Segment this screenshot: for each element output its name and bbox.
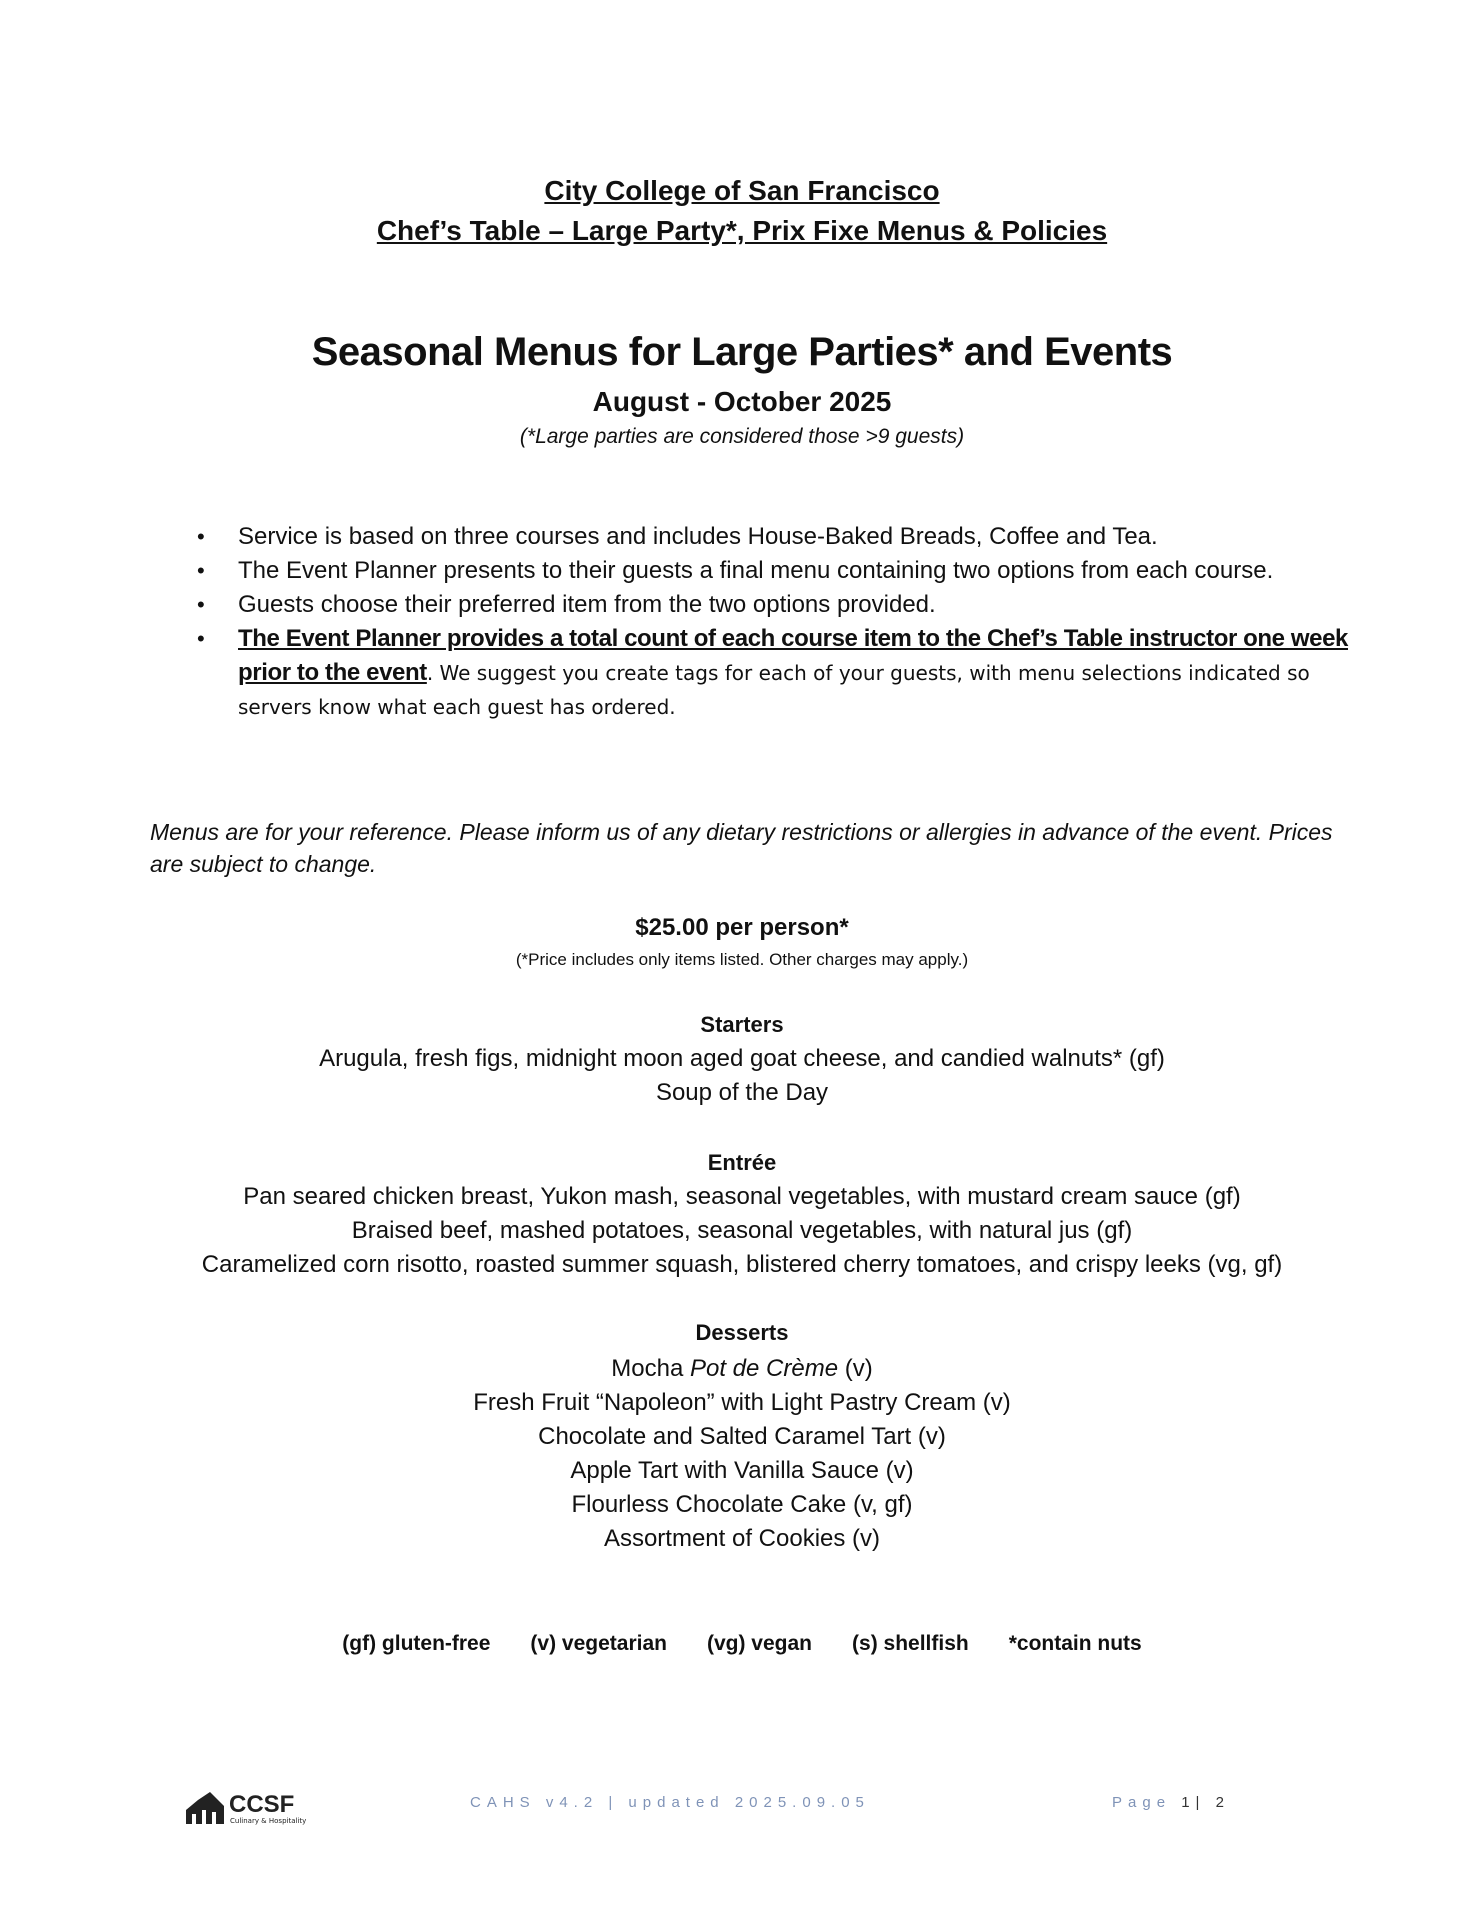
menu-item: Chocolate and Salted Caramel Tart (v) — [538, 1423, 946, 1450]
price-note: (*Price includes only items listed. Other charges may apply.) — [515, 950, 969, 969]
page-number: Page 1| 2 — [1112, 1794, 1230, 1811]
menu-item: Arugula, fresh figs, midnight moon aged goat cheese, and candied walnuts* (gf) — [319, 1045, 1165, 1072]
menu-item: Flourless Chocolate Cake (v, gf) — [571, 1491, 913, 1518]
bullet-icon: • — [197, 626, 205, 651]
ccsf-logo — [184, 1786, 324, 1826]
menu-item: Apple Tart with Vanilla Sauce (v) — [570, 1457, 914, 1484]
desserts-heading: Desserts — [695, 1320, 789, 1345]
college-name: City College of San Francisco — [544, 175, 940, 206]
entree-heading: Entrée — [707, 1150, 777, 1175]
policy-list — [197, 520, 1360, 724]
menu-item: Caramelized corn risotto, roasted summer squash, blistered cherry tomatoes, and crispy leeks (vg, gf) — [201, 1251, 1283, 1278]
menu-item: Braised beef, mashed potatoes, seasonal vegetables, with natural jus (gf) — [351, 1217, 1133, 1244]
policy-item — [197, 622, 1360, 724]
menu-item: Soup of the Day — [655, 1079, 829, 1106]
desserts-list — [0, 1352, 1484, 1556]
starters-heading: Starters — [700, 1012, 784, 1037]
legend-item: (vg) vegan — [706, 1632, 813, 1655]
menu-item: Assortment of Cookies (v) — [603, 1525, 881, 1552]
legend-item: (s) shellfish — [852, 1632, 969, 1655]
legend-item: (v) vegetarian — [530, 1632, 667, 1655]
version-label: CAHS v4.2 | updated 2025.09.05 — [470, 1794, 870, 1811]
menu-item: Fresh Fruit “Napoleon” with Light Pastry Cream (v) — [473, 1389, 1011, 1416]
dietary-legend — [0, 1632, 1484, 1656]
svg-text:Culinary & Hospitality: Culinary & Hospitality — [230, 1817, 307, 1825]
policy-item: • The Event Planner presents to their guests a final menu containing two options from each course. — [200, 554, 1360, 588]
bullet-icon: • — [197, 524, 205, 549]
menu-item: Mocha Pot de Crème (v) — [611, 1355, 873, 1382]
page-title: Seasonal Menus for Large Parties* and Events — [311, 330, 1173, 374]
season-dates: August - October 2025 — [592, 386, 892, 417]
deadline-notice: The Event Planner provides a total count of each course item to the Chef’s Table instructor one week prior to the event — [238, 625, 1349, 686]
large-party-note: (*Large parties are considered those >9 guests) — [519, 425, 965, 448]
tag-suggestion: . We suggest you create tags for each of your guests, with menu selections indicated so servers know what each guest has ordered. — [238, 661, 1310, 719]
starters-list — [0, 1042, 1484, 1110]
svg-text:CCSF: CCSF — [229, 1791, 295, 1818]
legend-item: (gf) gluten-free — [342, 1632, 491, 1655]
bullet-icon: • — [197, 592, 205, 617]
menu-item: Pan seared chicken breast, Yukon mash, seasonal vegetables, with mustard cream sauce (gf) — [243, 1183, 1241, 1210]
document-subtitle: Chef’s Table – Large Party*, Prix Fixe Menus & Policies — [376, 215, 1108, 246]
price: $25.00 per person* — [635, 914, 849, 941]
legend-item: *contain nuts — [1008, 1632, 1142, 1655]
building-icon — [186, 1792, 224, 1824]
disclaimer: Menus are for your reference. Please inform us of any dietary restrictions or allergies in advance of the event. Prices are subject to change. — [150, 819, 1333, 877]
entree-list — [0, 1180, 1484, 1282]
policy-item: • Guests choose their preferred item from the two options provided. — [200, 588, 1360, 622]
bullet-icon: • — [197, 558, 205, 583]
policy-item: • Service is based on three courses and includes House-Baked Breads, Coffee and Tea. — [200, 520, 1360, 554]
